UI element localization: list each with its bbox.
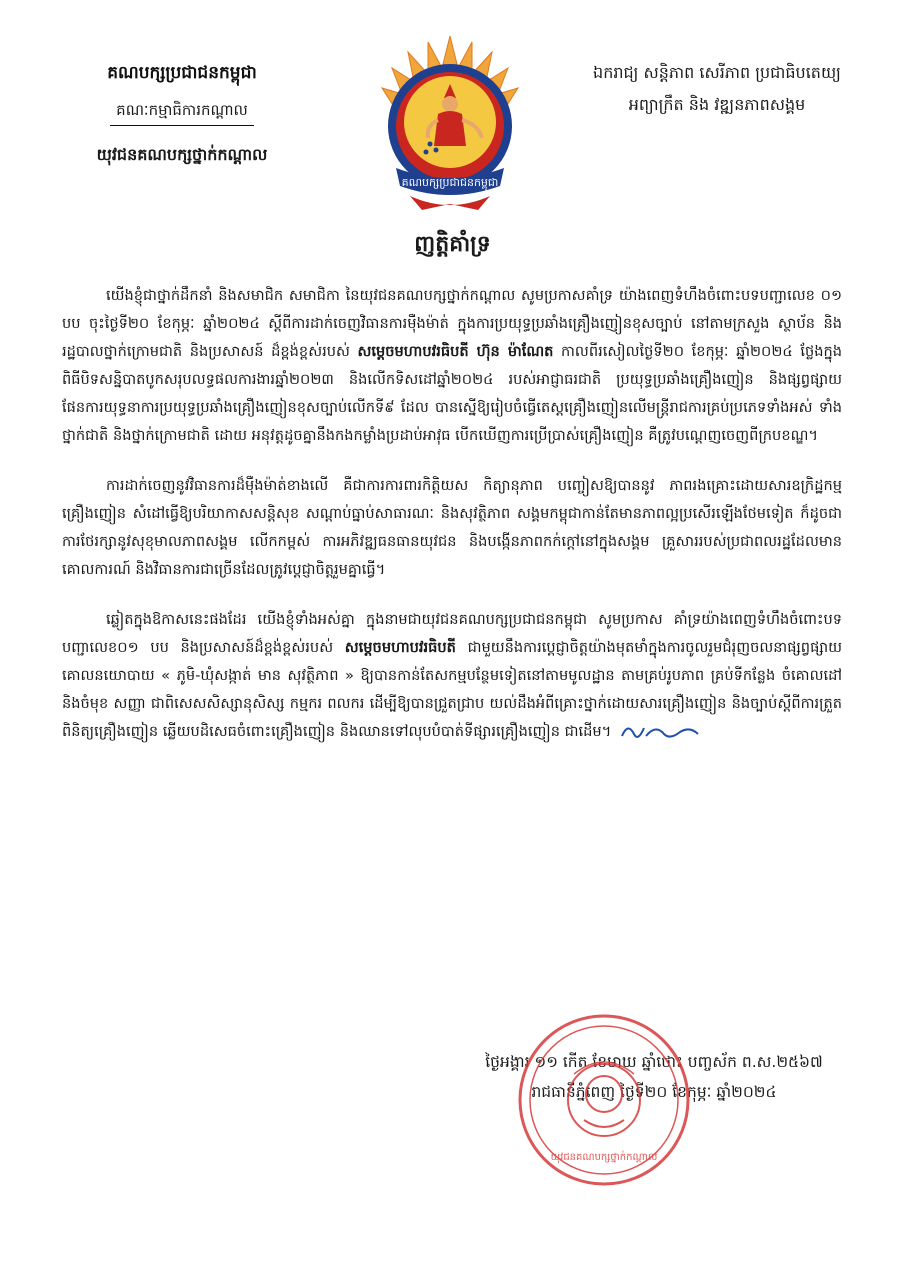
document-body <box>62 282 842 768</box>
paragraph-3: ឆ្លៀតក្នុងឱកាសនេះផងដែរ យើងខ្ញុំទាំងអស់គ្នា ក្នុងនាមជាយុវជនគណបក្សប្រជាជនកម្ពុជា សូមប្រកាស គាំទ្រយ៉ាងពេញទំហឹងចំពោះបទបញ្ជាលេខ០១ បប និងប្រសាសន៍ដ៏ខ្ពង់ខ្ពស់របស់ សម្តេចមហាបវរធិបតី ជាមួយនឹងការប្តេជ្ញាចិត្តយ៉ាងមុតមាំក្នុងការចូលរួមជំរុញចលនាផ្សព្វផ្សាយគោលនយោបាយ « ភូមិ-ឃុំសង្កាត់ មាន សុវត្ថិភាព » ឱ្យបានកាន់តែសកម្មបន្ថែមទៀតនៅតាមមូលដ្ឋាន តាមគ្រប់រូបភាព គ្រប់ទីកន្លែង ចំគោលដៅ និងចំមុខ សញ្ញា ជាពិសេសសិស្សានុសិស្ស កម្មករ ពលករ ដើម្បីឱ្យបានជ្រួតជ្រាប យល់ដឹងអំពីគ្រោះថ្នាក់ដោយសារគ្រឿងញៀន និងច្បាប់ស្តីពីការត្រួតពិនិត្យគ្រឿងញៀន ឆ្លើយបដិសេធចំពោះគ្រឿងញៀន និងឈានទៅលុបបំបាត់ទីផ្សារគ្រឿងញៀន ជាដើម។ <box>62 606 842 746</box>
paragraph-2: ការដាក់ចេញនូវវិធានការដ៏ម៉ឺងម៉ាត់ខាងលើ គឺជាការការពារកិត្តិយស កិត្យានុភាព បញ្ចៀសឱ្យបាននូវ ភាពរងគ្រោះដោយសារឧក្រិដ្ឋកម្មគ្រឿងញៀន សំដៅធ្វើឱ្យបរិយាកាសសន្តិសុខ សណ្តាប់ធ្នាប់សាធារណៈ និងសុវត្ថិភាព សង្គមកម្ពុជាកាន់តែមានភាពល្អប្រសើរឡើងថែមទៀត ក៏ដូចជាការថែរក្សានូវសុខុមាលភាពសង្គម លើកកម្ពស់ ការអភិវឌ្ឍធនធានយុវជន និងបង្កើនភាពកក់ក្តៅនៅក្នុងសង្គម គ្រួសាររបស់ប្រជាពលរដ្ឋដែលមានគោលការណ៍ និងវិធានការជាច្រើនដែលត្រូវប្តេជ្ញាចិត្តរួមគ្នាធ្វើ។ <box>62 477 842 578</box>
kingdom-header <box>552 62 882 118</box>
leader-title: សម្តេចមហាបវរធិបតី <box>344 639 456 656</box>
national-motto-line2: អព្យាក្រឹត និង វឌ្ឍនភាពសង្គម <box>628 95 806 114</box>
party-logo <box>370 28 530 220</box>
stamp-text: យុវជនគណបក្សថ្នាក់កណ្តាល <box>550 1152 658 1163</box>
national-motto-line1: ឯករាជ្យ សន្តិភាព សេរីភាព ប្រជាធិបតេយ្យ <box>593 63 841 82</box>
initials-signature-icon <box>616 718 702 746</box>
document-title: ញត្តិគាំទ្រ <box>414 232 491 257</box>
youth-committee-name: យុវជនគណបក្សថ្នាក់កណ្តាល <box>96 145 268 164</box>
leader-name: សម្តេចមហាបវរធិបតី ហ៊ុន ម៉ាណែត <box>357 343 554 360</box>
party-name: គណបក្សប្រជាជនកម្ពុជា <box>107 63 257 83</box>
place-and-date: រាជធានីភ្នំពេញ ថ្ងៃទី២០ ខែកុម្ភៈ ឆ្នាំ២០២៤ <box>531 1083 777 1101</box>
party-header <box>52 62 312 168</box>
committee-name: គណៈកម្មាធិការកណ្តាល <box>110 101 254 126</box>
lunar-date: ថ្ងៃអង្គារ ១១ កើត ខែមាឃ ឆ្នាំថោះ បញ្ចស័ក ព.ស.២៥៦៧ <box>485 1053 823 1071</box>
logo-banner-text: គណបក្សប្រជាជនកម្ពុជា <box>401 176 499 189</box>
official-seal-stamp <box>514 1010 694 1190</box>
paragraph-1: យើងខ្ញុំជាថ្នាក់ដឹកនាំ និងសមាជិក សមាជិកា នៃយុវជនគណបក្សថ្នាក់កណ្តាល សូមប្រកាសគាំទ្រ យ៉ាងពេញទំហឹងចំពោះបទបញ្ជាលេខ ០១ បប ចុះថ្ងៃទី២០ ខែកុម្ភៈ ឆ្នាំ២០២៤ ស្តីពីការដាក់ចេញវិធានការម៉ឺងម៉ាត់ ក្នុងការប្រយុទ្ធប្រឆាំងគ្រឿងញៀនខុសច្បាប់ នៅតាមក្រសួង ស្ថាប័ន និងរដ្ឋបាលថ្នាក់ក្រោមជាតិ និងប្រសាសន៍ ដ៏ខ្ពង់ខ្ពស់របស់ សម្តេចមហាបវរធិបតី ហ៊ុន ម៉ាណែត កាលពីរសៀលថ្ងៃទី២០ ខែកុម្ភៈ ឆ្នាំ២០២៤ ថ្លែងក្នុងពិធីបិទសន្និបាតបូកសរុបលទ្ធផលការងារឆ្នាំ២០២៣ និងលើកទិសដៅឆ្នាំ២០២៤ របស់អាជ្ញាធរជាតិ ប្រយុទ្ធប្រឆាំងគ្រឿងញៀន និងផ្សព្វផ្សាយផែនការយុទ្ធនាការប្រយុទ្ធប្រឆាំងគ្រឿងញៀនខុសច្បាប់លើកទី៩ ដែល បានស្នើឱ្យរៀបចំធ្វើតេស្តគ្រឿងញៀនលើមន្ត្រីរាជការគ្រប់ប្រភេទទាំងអស់ ទាំងថ្នាក់ជាតិ និងថ្នាក់ក្រោមជាតិ ដោយ អនុវត្តដូចគ្នានឹងកងកម្លាំងប្រដាប់អាវុធ បើកឃើញការប្រើប្រាស់គ្រឿងញៀន គឺត្រូវបណ្តេញចេញពីក្របខណ្ឌ។ <box>62 287 842 444</box>
